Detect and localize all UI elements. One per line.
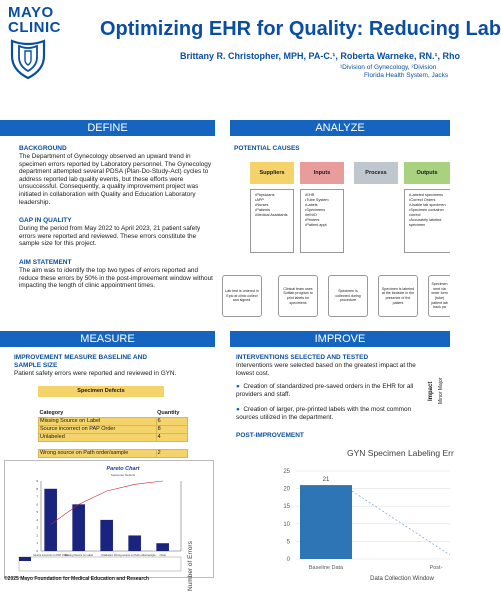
input-item: • Specimens xyxy=(305,208,340,213)
gyn-trendline xyxy=(352,491,450,555)
baseline-heading-2: SAMPLE SIZE xyxy=(14,362,58,369)
analyze-band: ANALYZE xyxy=(230,120,450,136)
sipoc-outputs-head: Outputs xyxy=(404,162,450,184)
gyn-errors-chart xyxy=(187,445,454,591)
gyn-y-tick: 5 xyxy=(286,539,290,546)
poster-header xyxy=(0,0,501,112)
table-header-quantity: Quantity xyxy=(156,409,187,417)
gap-text: During the period from May 2022 to April 2023, 21 patient safety errors were reported and reviewed. These errors constitute the sample size for this project. xyxy=(19,225,201,248)
pareto-bars xyxy=(19,481,181,571)
table-row xyxy=(39,425,188,433)
input-item: • Patient appt xyxy=(305,223,340,228)
input-item: • leiNiO xyxy=(305,213,340,218)
potential-causes-heading: POTENTIAL CAUSES xyxy=(234,145,300,152)
bullet-marker: ● xyxy=(236,383,244,390)
intervention-bullet-1-text: Creation of standardized pre-saved orders in the EHR for all providers and staff. xyxy=(236,383,414,398)
measure-band: MEASURE xyxy=(0,331,215,347)
table-row xyxy=(39,441,188,449)
sipoc-inputs-head: Inputs xyxy=(300,162,344,184)
improve-band: IMPROVE xyxy=(230,331,450,347)
pareto-bar xyxy=(44,489,57,551)
output-item: • Correct Orders xyxy=(409,198,447,203)
mayo-shield-icon xyxy=(8,38,48,80)
pareto-y-tick: 3 xyxy=(36,525,38,530)
gap-heading: GAP IN QUALITY xyxy=(19,217,72,224)
pareto-svg xyxy=(5,461,215,579)
pareto-title: Pareto Chart xyxy=(106,466,140,472)
supplier-item: • Patients xyxy=(255,208,290,213)
intervention-bullet-2 xyxy=(236,406,422,421)
table-cell-category: Source incorrect on PAP Order xyxy=(39,425,157,433)
affiliation-line-1: ¹Division of Gynecology, ²Division xyxy=(340,64,437,71)
pareto-bar xyxy=(100,520,113,551)
supplier-item: • APP xyxy=(255,198,290,203)
supplier-item: • Medical Assistants xyxy=(255,213,290,218)
post-improvement-heading: POST-IMPROVEMENT xyxy=(236,432,304,439)
mayo-clinic-logo xyxy=(8,5,60,80)
table-cell-quantity xyxy=(156,441,187,449)
table-cell-quantity: 4 xyxy=(156,433,187,441)
inputs-list xyxy=(300,189,344,253)
pareto-y-tick: 1 xyxy=(36,541,38,546)
pareto-y-tick: 2 xyxy=(36,533,38,538)
table-cell-category: Wrong source on Path order/sample xyxy=(39,449,157,457)
gyn-bar-label: 21 xyxy=(322,477,330,484)
poster-authors: Brittany R. Christopher, MPH, PA-C.¹, Roberta Warneke, RN.¹, Rho xyxy=(180,51,461,61)
table-header-row xyxy=(39,409,188,417)
sipoc-suppliers-head: Suppliers xyxy=(250,162,294,184)
pareto-x-tick: Unlabeled xyxy=(100,554,113,557)
pareto-legend-swatch xyxy=(19,557,31,561)
background-text: The Department of Gynecology observed an upward trend in specimen errors reported by Laboratory personnel. The Gynecology department attempted several PDSA (Plan-Do-Study-Act) cycles to address reported lab quality events, but these efforts were unsuccessful. Consequently, a quality improvement project was initiated in collaboration with Quality and Education Laboratory leadership. xyxy=(19,153,212,206)
pareto-subtitle: Specimen Defects xyxy=(110,473,136,477)
aim-text: The aim was to identify the top two types of errors reported and reduce these errors by 50% in the post-improvement window without impacting the length of clinic appointment times. xyxy=(19,267,213,290)
table-row xyxy=(39,449,188,457)
pareto-x-tick: Wrong source on Path order/sample xyxy=(113,554,156,557)
define-band: DEFINE xyxy=(0,120,215,136)
gyn-plot xyxy=(283,469,450,571)
input-item: • Labels xyxy=(305,203,340,208)
pareto-x-tick: Source incorrect on PAP Order xyxy=(33,554,69,557)
baseline-heading-1: IMPROVEMENT MEASURE BASELINE AND xyxy=(14,354,148,361)
supplier-item: • Physicians xyxy=(255,193,290,198)
output-item: • Specimen container correct xyxy=(409,208,447,218)
suppliers-list xyxy=(250,189,294,253)
pareto-y-tick: 8 xyxy=(36,486,38,491)
gyn-chart-xlabel: Data Collection Window xyxy=(370,576,434,582)
specimen-defects-table xyxy=(38,409,188,458)
pareto-chart xyxy=(4,460,214,578)
output-item: • Usable lab specimen xyxy=(409,203,447,208)
gyn-chart-ylabel: Number of Errors xyxy=(187,541,194,591)
impact-axis-values: Minor Major xyxy=(438,377,444,404)
pareto-y-tick: 6 xyxy=(36,502,38,507)
sipoc-diagram xyxy=(225,157,450,317)
process-step-2: Clinical team uses Softlab program to print labels for specimens xyxy=(278,275,318,317)
pareto-y-tick: 7 xyxy=(36,494,38,499)
supplier-item: • Nurses xyxy=(255,203,290,208)
table-cell-category: Missing Source on Label xyxy=(39,417,157,425)
bullet-marker: ● xyxy=(236,406,244,413)
interventions-text: Interventions were selected based on the greatest impact at the lowest cost. xyxy=(236,362,416,377)
table-cell-quantity: 2 xyxy=(156,449,187,457)
input-item: • Tube System xyxy=(305,198,340,203)
process-step-3: Specimen is collected during procedure xyxy=(328,275,368,317)
logo-line-2: CLINIC xyxy=(8,19,61,36)
pareto-data-table xyxy=(19,557,181,571)
table-header-category: Category xyxy=(39,409,157,417)
input-item: • Printers xyxy=(305,218,340,223)
gyn-y-tick: 10 xyxy=(283,521,290,528)
pareto-x-tick: Other xyxy=(159,554,167,557)
pareto-bar xyxy=(156,543,169,551)
gyn-y-tick: 20 xyxy=(283,486,290,493)
sipoc-process-head: Process xyxy=(354,162,398,184)
gyn-chart-svg xyxy=(187,445,454,591)
pareto-y-tick: 5 xyxy=(36,510,38,515)
pareto-x-tick: Missing Source on Label xyxy=(64,554,94,557)
table-cell-category: Unlabeled xyxy=(39,433,157,441)
outputs-list xyxy=(404,189,450,253)
gyn-y-tick: 25 xyxy=(283,469,290,475)
affiliation-line-2: Florida Health System, Jacks xyxy=(364,72,449,79)
gyn-x-tick: Post- xyxy=(429,565,443,571)
intervention-bullet-1 xyxy=(236,383,422,398)
gyn-bar xyxy=(300,485,352,559)
pareto-cumulative-line xyxy=(51,481,163,524)
process-step-5: Specimen sent via order form (tube) patient lab track pa xyxy=(428,275,450,317)
specimen-defects-title: Specimen Defects xyxy=(38,386,164,397)
process-step-4: Specimen is labeled at the bedside in the presence of the patient xyxy=(378,275,418,317)
table-row xyxy=(39,417,188,425)
table-cell-quantity: 6 xyxy=(156,417,187,425)
pareto-y-tick: 4 xyxy=(36,517,38,522)
output-item: • Accurately labeled specimen xyxy=(409,218,447,228)
intervention-bullet-2-text: Creation of larger, pre-printed labels with the most common sources utilized in the department. xyxy=(236,406,412,421)
gyn-x-tick: Baseline Data xyxy=(308,565,344,571)
gyn-chart-title: GYN Specimen Labeling Err xyxy=(347,448,454,458)
logo-line-1: MAYO xyxy=(8,4,54,21)
baseline-text: Patient safety errors were reported and reviewed in GYN. xyxy=(14,370,177,377)
pareto-y-tick: 9 xyxy=(36,479,38,483)
pareto-y-tick: 0 xyxy=(36,549,38,553)
gyn-y-tick: 0 xyxy=(286,557,290,563)
table-cell-quantity: 8 xyxy=(156,425,187,433)
aim-heading: AIM STATEMENT xyxy=(19,259,72,266)
impact-axis-label: Impact xyxy=(428,381,434,401)
pareto-bar xyxy=(72,504,85,551)
background-heading: BACKGROUND xyxy=(19,145,67,152)
process-step-1: Lab test is ordered in Epic at clinic collect and signed. xyxy=(222,275,262,317)
copyright-text: ©2025 Mayo Foundation for Medical Education and Research xyxy=(4,576,150,582)
table-row xyxy=(39,433,188,441)
interventions-heading: INTERVENTIONS SELECTED AND TESTED xyxy=(236,354,369,361)
output-item: • Labeled specimens xyxy=(409,193,447,198)
gyn-y-tick: 15 xyxy=(283,504,290,511)
input-item: • EHR xyxy=(305,193,340,198)
pareto-bar xyxy=(128,535,141,551)
table-cell-category xyxy=(39,441,157,449)
poster-title: Optimizing EHR for Quality: Reducing Lab xyxy=(100,18,501,40)
